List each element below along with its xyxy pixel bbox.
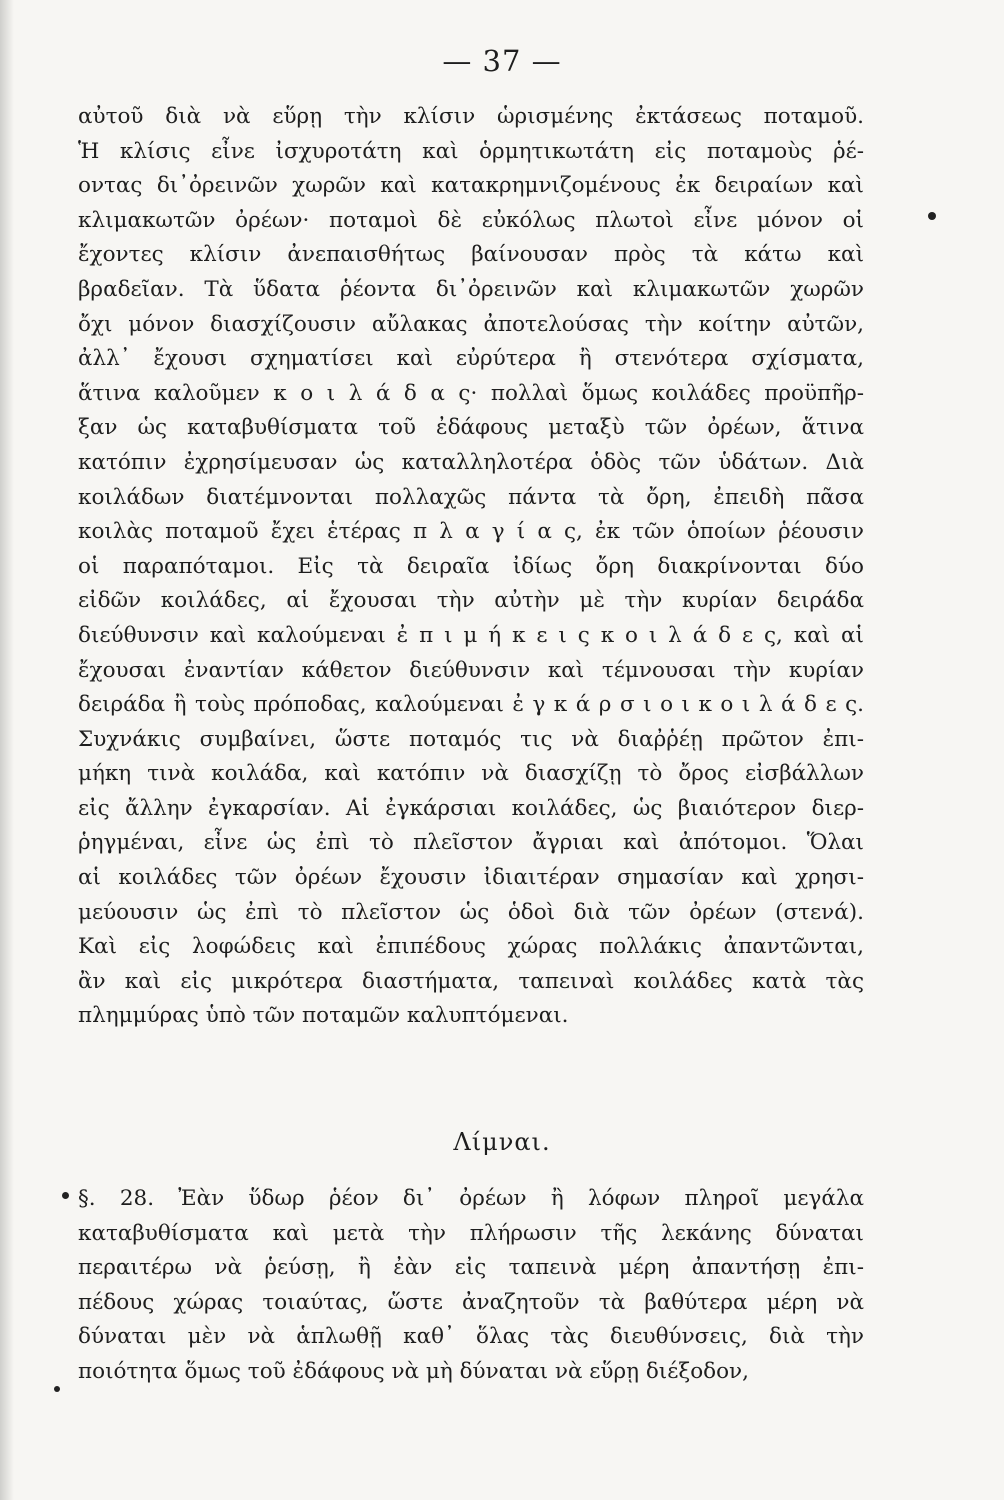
ink-speck xyxy=(928,212,936,220)
text-line: §. 28. Ἐὰν ὕδωρ ῥέον δι᾽ ὀρέων ἢ λόφων πληροῖ μεγάλα xyxy=(78,1186,864,1211)
text-line: εἰς ἄλλην ἐγκαρσίαν. Αἱ ἐγκάρσιαι κοιλάδες, ὡς βιαιότερον διερ- xyxy=(78,795,864,821)
ink-speck xyxy=(62,1192,69,1199)
text-line: κατόπιν ἐχρησίμευσαν ὡς καταλληλοτέρα ὁδὸς τῶν ὑδάτων. Διὰ xyxy=(78,449,864,475)
section-heading: Λίμναι. xyxy=(453,1128,551,1156)
text-line: Συχνάκις συμβαίνει, ὥστε ποταμός τις νὰ διαῤῥέῃ πρῶτον ἐπι- xyxy=(78,726,864,752)
text-line: περαιτέρω νὰ ῥεύσῃ, ἢ ἐὰν εἰς ταπεινὰ μέρη ἀπαντήσῃ ἐπι- xyxy=(78,1255,864,1281)
text-line: καταβυθίσματα καὶ μετὰ τὴν πλήρωσιν τῆς λεκάνης δύναται xyxy=(78,1220,864,1246)
text-line: αὐτοῦ διὰ νὰ εὕρῃ τὴν κλίσιν ὡρισμένης ἐκτάσεως ποταμοῦ. xyxy=(78,104,864,129)
text-line: κοιλάδων διατέμνονται πολλαχῶς πάντα τὰ ὄρη, ἐπειδὴ πᾶσα xyxy=(78,484,864,510)
text-line: οντας δι᾽ὀρεινῶν χωρῶν καὶ κατακρημνιζομένους ἐκ δειραίων καὶ xyxy=(78,173,864,199)
text-line: ξαν ὡς καταβυθίσματα τοῦ ἐδάφους μεταξὺ τῶν ὀρέων, ἅτινα xyxy=(78,415,864,441)
text-line: κλιμακωτῶν ὀρέων· ποταμοὶ δὲ εὐκόλως πλωτοὶ εἶνε μόνον οἱ xyxy=(78,207,864,233)
section-text-block xyxy=(78,1182,864,1390)
text-line: μήκη τινὰ κοιλάδα, καὶ κατόπιν νὰ διασχίζῃ τὸ ὄρος εἰσβάλλων xyxy=(78,761,864,787)
text-line: ποιότητα ὅμως τοῦ ἐδάφους νὰ μὴ δύναται νὰ εὕρῃ διέξοδον, xyxy=(78,1358,749,1384)
page-edge-shadow xyxy=(0,0,14,1500)
text-line: πέδους χώρας τοιαύτας, ὥστε ἀναζητοῦν τὰ βαθύτερα μέρη νὰ xyxy=(78,1289,864,1315)
text-line: ὄχι μόνον διασχίζουσιν αὔλακας ἀποτελούσας τὴν κοίτην αὐτῶν, xyxy=(78,311,864,337)
text-line: εἰδῶν κοιλάδες, αἱ ἔχουσαι τὴν αὐτὴν μὲ τὴν κυρίαν δειράδα xyxy=(78,588,864,614)
text-line: Ἡ κλίσις εἶνε ἰσχυροτάτη καὶ ὁρμητικωτάτη εἰς ποταμοὺς ῥέ- xyxy=(78,138,864,164)
text-line: οἱ παραπόταμοι. Εἰς τὰ δειραῖα ἰδίως ὄρη διακρίνονται δύο xyxy=(78,553,864,579)
text-line: ἔχοντες κλίσιν ἀνεπαισθήτως βαίνουσαν πρὸς τὰ κάτω καὶ xyxy=(78,242,864,268)
text-line: διεύθυνσιν καὶ καλούμεναι ἐ π ι μ ή κ ε ι ς κ ο ι λ ά δ ε ς, καὶ αἱ xyxy=(78,622,864,648)
text-line: ῥηγμέναι, εἶνε ὡς ἐπὶ τὸ πλεῖστον ἄγριαι καὶ ἀπότομοι. Ὅλαι xyxy=(78,830,864,856)
ink-speck xyxy=(54,1386,60,1392)
text-line: ἀλλ᾽ ἔχουσι σχηματίσει καὶ εὐρύτερα ἢ στενότερα σχίσματα, xyxy=(78,346,864,372)
text-line: κοιλὰς ποταμοῦ ἔχει ἑτέρας π λ α γ ί α ς, ἐκ τῶν ὁποίων ῥέουσιν xyxy=(78,519,864,545)
text-line: μεύουσιν ὡς ἐπὶ τὸ πλεῖστον ὡς ὁδοὶ διὰ τῶν ὀρέων (στενά). xyxy=(78,899,864,925)
text-line: αἱ κοιλάδες τῶν ὀρέων ἔχουσιν ἰδιαιτέραν σημασίαν καὶ χρησι- xyxy=(78,865,864,891)
text-line: δύναται μὲν νὰ ἁπλωθῇ καθ᾽ ὅλας τὰς διευθύνσεις, διὰ τὴν xyxy=(78,1324,864,1350)
text-line: βραδεῖαν. Τὰ ὕδατα ῥέοντα δι᾽ὀρεινῶν καὶ κλιμακωτῶν χωρῶν xyxy=(78,276,864,302)
text-line: Καὶ εἰς λοφώδεις καὶ ἐπιπέδους χώρας πολλάκις ἀπαντῶνται, xyxy=(78,934,864,960)
paragraph-text-block xyxy=(78,100,864,1034)
text-line: δειράδα ἢ τοὺς πρόποδας, καλούμεναι ἐ γ κ ά ρ σ ι ο ι κ ο ι λ ά δ ε ς. xyxy=(78,692,864,718)
text-line: πλημμύρας ὑπὸ τῶν ποταμῶν καλυπτόμεναι. xyxy=(78,1003,569,1029)
text-line: ἂν καὶ εἰς μικρότερα διαστήματα, ταπειναὶ κοιλάδες κατὰ τὰς xyxy=(78,968,864,994)
page-number: — 37 — xyxy=(442,44,562,78)
text-line: ἔχουσαι ἐναντίαν κάθετον διεύθυνσιν καὶ τέμνουσαι τὴν κυρίαν xyxy=(78,657,864,683)
text-line: ἅτινα καλοῦμεν κ ο ι λ ά δ α ς· πολλαὶ ὅμως κοιλάδες προϋπῆρ- xyxy=(78,380,864,406)
